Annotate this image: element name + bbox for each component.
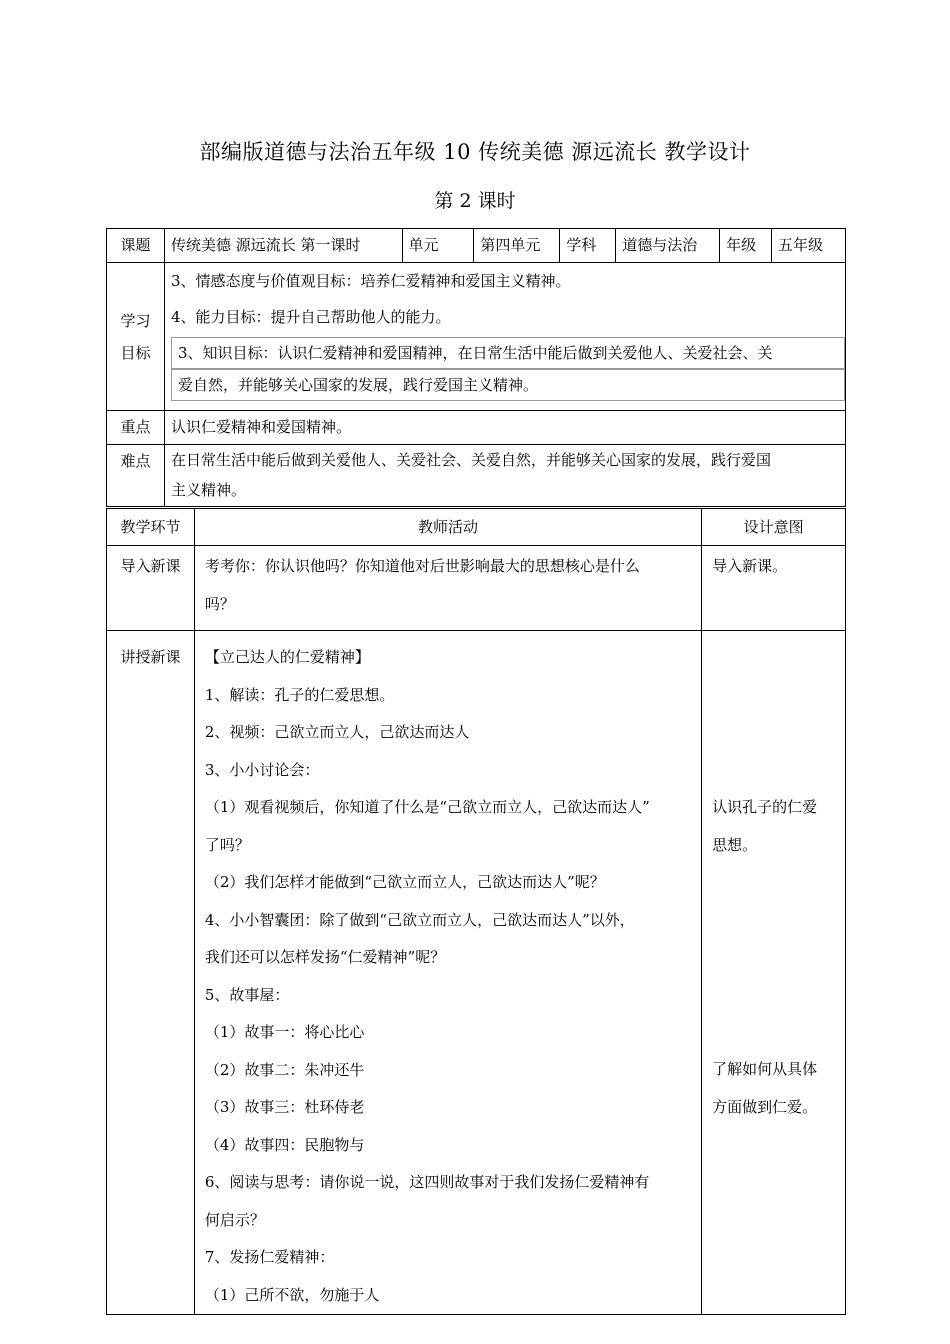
intent-spacer [712,639,835,789]
activity-line: 何启示？ [204,1210,265,1229]
intent-line: 了解如何从具体 [712,1060,818,1078]
key-point-row [107,411,846,445]
activity-line: 3、小小讨论会： [204,760,320,779]
activity-line: 4、小小智囊团：除了做到“己欲立而立人，己欲达而达人”以外， [204,910,635,929]
intent-line: 认识孔子的仁爱 [712,798,818,816]
document-title: 部编版道德与法治五年级 10 传统美德 源远流长 教学设计 [199,140,751,164]
grade-label: 年级 [720,229,772,263]
activity-line: （2）故事二：朱冲还牛 [204,1060,365,1079]
goal-item: 3、知识目标：认识仁爱精神和爱国精神，在日常生活中能后做到关爱他人、关爱社会、关 [177,344,773,362]
topic-row [107,229,846,263]
intent-line: 方面做到仁爱。 [712,1097,818,1116]
goal-item: 4、能力目标：提升自己帮助他人的能力。 [170,308,451,326]
activity-line: （1）故事一：将心比心 [204,1023,365,1041]
header-activity: 教师活动 [194,509,701,546]
activity-line: 6、阅读与思考：请你说一说，这四则故事对于我们发扬仁爱精神有 [204,1173,650,1191]
activity-line: 【立己达人的仁爱精神】 [204,648,370,666]
difficulty-label: 难点 [107,445,165,507]
knowledge-goal-box [171,369,845,401]
header-stage: 教学环节 [107,509,195,546]
goals-label-line: 学习 [120,311,151,330]
teaching-process-table [106,508,846,1315]
goals-label-line: 目标 [120,343,151,362]
activity-line: （2）我们怎样才能做到“己欲立而立人，己欲达而达人”呢？ [204,873,605,891]
activity-line: 吗？ [204,594,235,613]
unit-value: 第四单元 [474,229,560,263]
activity-line: 1、解读：孔子的仁爱思想。 [204,685,395,704]
intent-spacer [712,864,835,1051]
activity-line: 我们还可以怎样发扬“仁爱精神”呢？ [204,948,446,966]
teach-stage-text: 讲授新课 [120,648,181,666]
activity-line: 考考你：你认识他吗？你知道他对后世影响最大的思想核心是什么 [204,557,640,575]
difficulty-value [164,445,845,507]
process-header-row [107,509,846,546]
topic-value: 传统美德 源远流长 第一课时 [164,229,402,263]
lesson-period: 第 2 课时 [434,190,516,212]
intro-stage [107,546,195,631]
goals-content [164,263,845,411]
teach-stage [107,631,195,1315]
lesson-info-table [106,228,846,507]
difficulty-line: 主义精神。 [170,481,246,499]
intro-row [107,546,846,631]
difficulty-line: 在日常生活中能后做到关爱他人、关爱社会、关爱自然，并能够关心国家的发展，践行爱国 [170,451,771,469]
teach-row [107,631,846,1315]
goals-row [107,263,846,411]
activity-line: （1）观看视频后，你知道了什么是“己欲立而立人，己欲达而达人” [204,798,650,816]
subject-label: 学科 [560,229,616,263]
subject-value: 道德与法治 [616,229,720,263]
activity-line: （1）己所不欲，勿施于人 [204,1285,380,1304]
intent-line: 思想。 [712,835,758,854]
key-point-value: 认识仁爱精神和爱国精神。 [164,411,845,445]
grade-value: 五年级 [772,229,846,263]
goal-item: 爱自然，并能够关心国家的发展，践行爱国主义精神。 [177,376,538,394]
activity-line: 5、故事屋： [204,985,290,1004]
goals-label [107,263,165,411]
intro-intent [702,546,846,631]
unit-label: 单元 [402,229,474,263]
topic-label: 课题 [107,229,165,263]
knowledge-goal-box [171,337,845,369]
intent-text: 导入新课。 [712,557,788,575]
teach-intent [702,631,846,1315]
key-point-label: 重点 [107,411,165,445]
activity-line: 2、视频：己欲立而立人，己欲达而达人 [204,723,470,741]
intro-stage-text: 导入新课 [120,557,181,575]
teach-activity [194,631,701,1315]
activity-line: （4）故事四：民胞物与 [204,1135,365,1154]
activity-line: 7、发扬仁爱精神： [204,1248,335,1266]
difficulty-row [107,445,846,507]
intro-activity [194,546,701,631]
goal-item: 3、情感态度与价值观目标：培养仁爱精神和爱国主义精神。 [170,272,571,290]
activity-line: （3）故事三：杜环侍老 [204,1098,365,1116]
header-intent: 设计意图 [702,509,846,546]
activity-line: 了吗？ [204,835,250,854]
